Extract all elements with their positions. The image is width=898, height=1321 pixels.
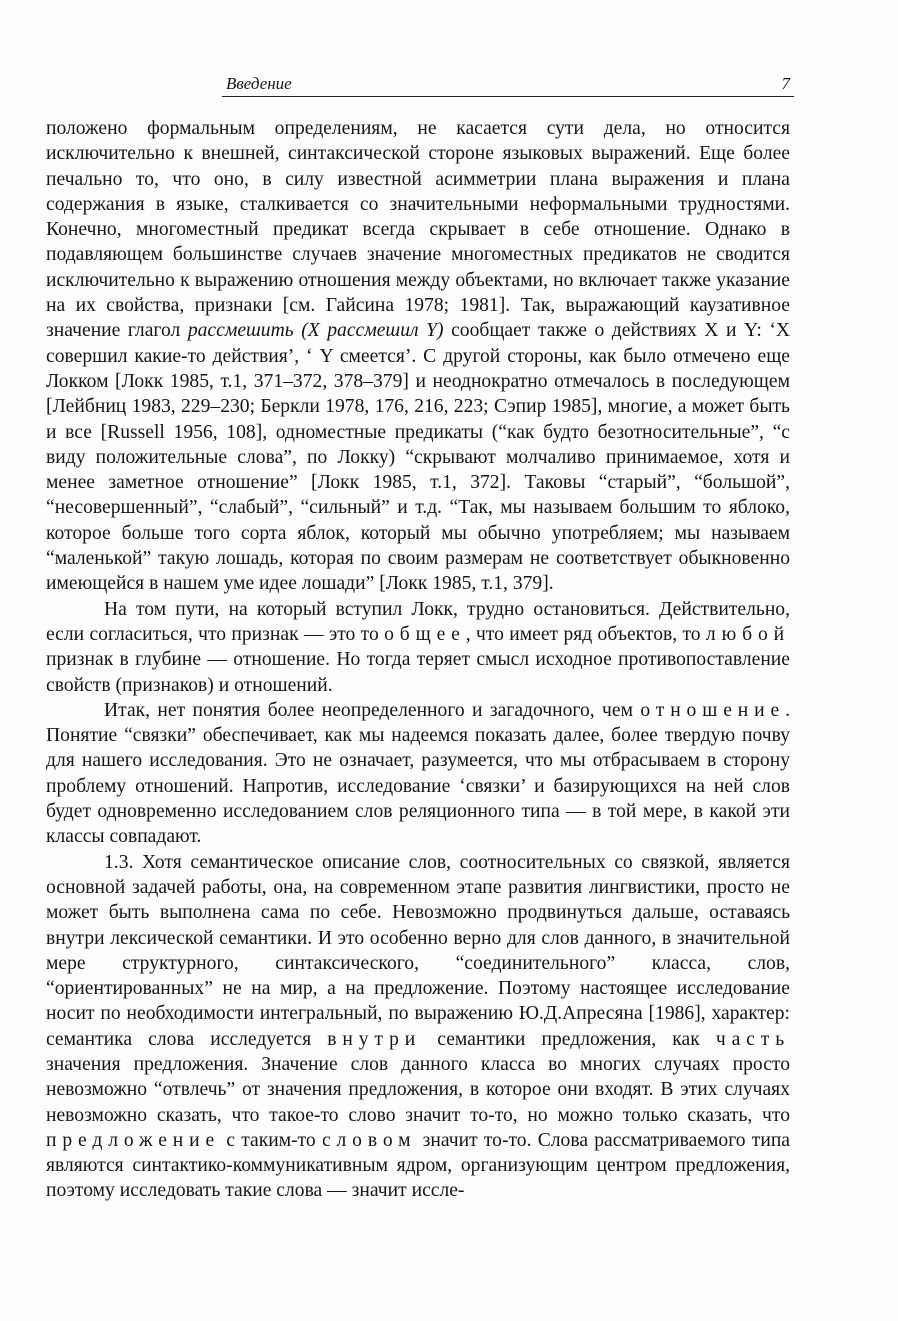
running-head xyxy=(222,72,794,97)
text-run: значения предложения. Значение слов данного класса во многих случаях просто невозможно “отвлечь” от значения предложения, в которое они входят. В этих случаях невозможно сказать, что такое-то слово значит то-то, но можно только сказать, что xyxy=(46,1053,790,1126)
page-number: 7 xyxy=(781,74,790,93)
text-run: признак в глубине — отношение. Но тогда теряет смысл исходное противопоставление свойств (признаков) и отношений. xyxy=(46,649,790,696)
text-run: Итак, нет понятия более неопределенного и загадочного, чем xyxy=(104,699,641,721)
paragraph-1 xyxy=(46,116,790,597)
text-run: сообщает также о действиях X и Y: ‘X совершил какие-то действия’, ‘ Y смеется’. С другой стороны, как было отмечено еще Локком [Локк 1985, т.1, 371–372, 378–379] и неоднократно отмечалось в последующем [Лейбниц 1983, 229–230; Беркли 1978, 176, 216, 223; Сэпир 1985], многие, а может быть и все [Russell 1956, 108], одноместные предикаты (“как будто безотносительные”, “с виду положительные слова”, по Локку) “скрывают молчаливо принимаемое, хотя и менее заметное отношение” [Локк 1985, т.1, 372]. Таковы “старый”, “большой”, “несовершенный”, “слабый”, “сильный” и т.д. “Так, мы называем большим то яблоко, которое больше того сорта яблок, который мы обычно употребляем; мы называем “маленькой” такую лошадь, которая по своим размерам не соответствует обыкновенно имеющейся в нашем уме идее лошади” [Локк 1985, т.1, 379]. xyxy=(46,320,790,595)
spaced-emphasis: любой xyxy=(705,623,790,645)
body-text xyxy=(46,116,790,1204)
italic-example: рассмешить (X рассмешил Y) xyxy=(187,320,444,342)
text-run: с таким-то xyxy=(220,1129,322,1151)
text-run: . Понятие “связки” обеспечивает, как мы надеемся показать далее, более твердую почву для нашего исследования. Это не означает, разумеется, что мы отбрасываем в сторону проблему отношений. Напротив, исследование ‘связки’ и базирующихся на ней слов будет одновременно исследованием слов реляционного типа — в той мере, в какой эти классы совпадают. xyxy=(46,699,790,848)
spaced-emphasis: часть xyxy=(715,1028,791,1050)
spaced-emphasis: общее xyxy=(384,623,466,645)
text-run: семантики предложения, как xyxy=(421,1028,716,1050)
text-run: значит то-то. Слова рассматриваемого типа являются синтактико-коммуникативным ядром, организующим центром предложения, поэтому исследовать такие слова — значит иссле- xyxy=(46,1129,791,1202)
text-run: положено формальным определениям, не касается сути дела, но относится исключительно к внешней, синтаксической стороне языковых выражений. Еще более печально то, что оно, в силу известной асимметрии плана выражения и плана содержания в языке, сталкивается со значительными неформальными трудностями. Конечно, многоместный предикат всегда скрывает в себе отношение. Однако в подавляющем большинстве случаев значение многоместных предикатов не сводится исключительно к выражению отношения между объектами, но включает также указание на их свойства, признаки [см. Гайсина 1978; 1981]. Так, выражающий каузативное значение глагол xyxy=(46,118,790,342)
paragraph-4 xyxy=(46,850,790,1204)
spaced-emphasis: отношение xyxy=(640,699,786,721)
text-run: На том пути, на который вступил Локк, трудно остановиться. Действительно, если согласиться, что признак — это то xyxy=(46,598,790,645)
paragraph-3 xyxy=(46,698,790,850)
text-run: 1.3. Хотя семантическое описание слов, соотносительных со связкой, является основной задачей работы, она, на современном этапе развития лингвистики, просто не может быть выполнена сама по себе. Невозможно продвинуться дальше, оставаясь внутри лексической семантики. И это особенно верно для слов данного, в значительной мере структурного, синтаксического, “соединительного” класса, слов, “ориентированных” не на мир, а на предложение. Поэтому настоящее исследование носит по необходимости интегральный, по выражению Ю.Д.Апресяна [1986], характер: семантика слова исследуется xyxy=(46,851,790,1050)
spaced-emphasis: предложение xyxy=(46,1129,221,1151)
text-run: , что имеет ряд объектов, то xyxy=(465,623,706,645)
chapter-title: Введение xyxy=(226,74,292,93)
spaced-emphasis: внутри xyxy=(327,1028,422,1050)
paragraph-2 xyxy=(46,597,790,698)
spaced-emphasis: словом xyxy=(321,1129,417,1151)
